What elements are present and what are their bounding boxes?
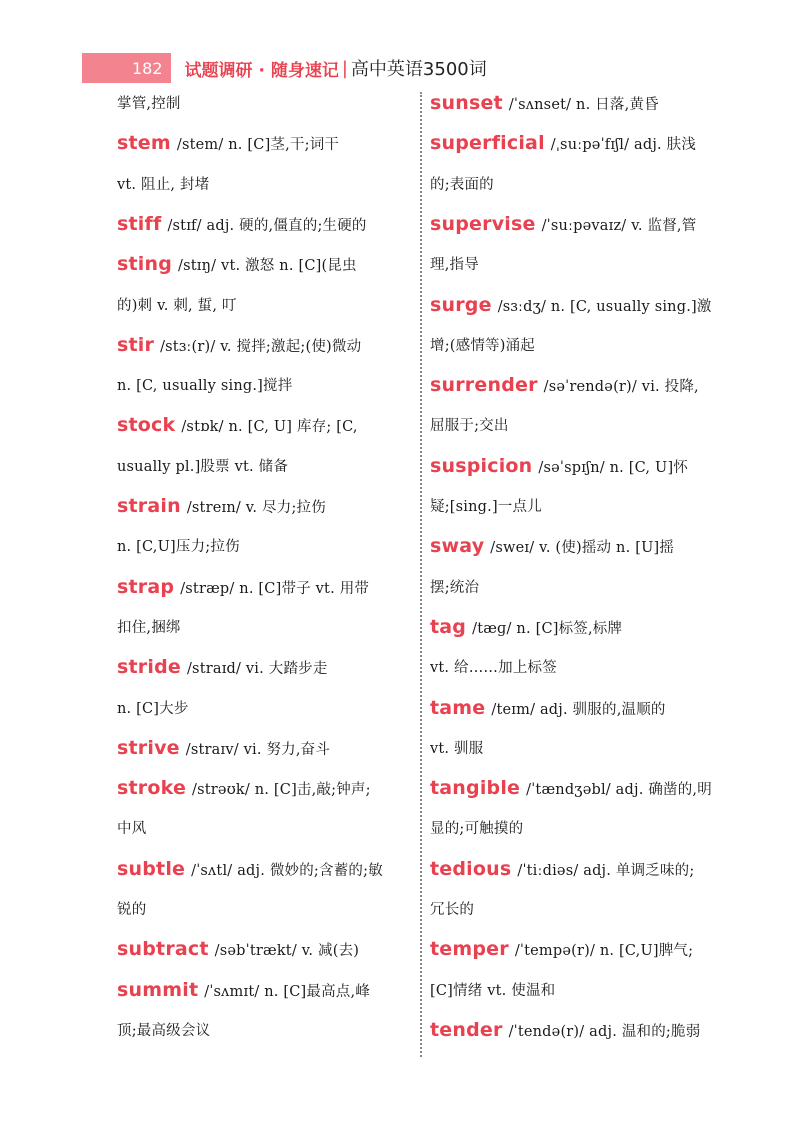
headword: tag: [430, 615, 467, 638]
continuation-text: vt. 阻止, 封堵: [117, 176, 210, 193]
header-band: [82, 53, 171, 83]
entry-definition: /strəʊk/ n. [C]击,敲;钟声;: [192, 782, 371, 799]
entry-definition: /stɪŋ/ vt. 激怒 n. [C](昆虫: [178, 258, 357, 275]
continuation-text: vt. 驯服: [430, 740, 484, 757]
vocab-entry: [430, 697, 726, 719]
vocab-entry: [430, 858, 726, 880]
continuation-text: 锐的: [117, 902, 147, 918]
entry-definition: /straɪd/ vi. 大踏步走: [186, 661, 328, 678]
headword: sting: [117, 253, 173, 276]
entry-continuation: [117, 697, 413, 718]
entry-definition: /ˈsuːpəvaɪz/ v. 监督,管: [541, 217, 697, 234]
headword: sway: [430, 535, 485, 558]
continuation-text: usually pl.]股票 vt. 储备: [117, 458, 289, 475]
continuation-text: 理,指导: [430, 257, 479, 274]
headword: strive: [117, 736, 180, 759]
entry-continuation: [430, 173, 726, 194]
headword: tender: [430, 1018, 503, 1041]
book-title: 高中英语3500词: [350, 59, 487, 80]
entry-definition: /stɪf/ adj. 硬的,僵直的;生硬的: [167, 217, 367, 234]
entry-continuation: [430, 737, 726, 758]
continuation-text: n. [C,U]压力;拉伤: [117, 539, 240, 556]
entry-continuation: [430, 898, 726, 919]
vocab-entry: [430, 535, 726, 557]
headword: superficial: [430, 132, 545, 155]
headword: stride: [117, 656, 181, 679]
entry-definition: /səbˈtrækt/ v. 减(去): [214, 943, 360, 960]
series-title: 试题调研 · 随身速记: [184, 60, 339, 81]
entry-definition: /stræp/ n. [C]带子 vt. 用带: [180, 580, 370, 597]
continuation-text: 的)刺 v. 刺, 蜇, 叮: [117, 297, 237, 314]
vocab-entry: [430, 132, 726, 154]
vocab-entry: [117, 858, 413, 880]
headword: supervise: [430, 212, 536, 235]
vocab-entry: [430, 92, 726, 114]
headword: sunset: [430, 92, 503, 114]
continuation-text: 疑;[sing.]一点儿: [430, 499, 542, 515]
vocab-entry: [117, 334, 413, 356]
headword: summit: [117, 978, 199, 1001]
vocab-entry: [117, 213, 413, 235]
headword: surge: [430, 293, 492, 316]
vocab-entry: [430, 374, 726, 396]
vocab-entry: [430, 1019, 726, 1041]
entry-definition: /ˈtiːdiəs/ adj. 单调乏味的;: [517, 862, 695, 879]
headword: strain: [117, 495, 181, 517]
entry-continuation: [117, 374, 413, 395]
vocab-entry: [117, 656, 413, 678]
entry-continuation: [430, 253, 726, 274]
vocab-entry: [430, 294, 726, 316]
entry-definition: /ˈsʌmɪt/ n. [C]最高点,峰: [204, 983, 371, 1000]
entry-continuation: [117, 294, 413, 315]
headword: subtle: [117, 857, 186, 880]
vocab-entry: [117, 253, 413, 275]
entry-definition: /sɜːdʒ/ n. [C, usually sing.]激: [497, 298, 712, 315]
entry-definition: /ˈsʌtl/ adj. 微妙的;含蓄的;敏: [191, 862, 383, 879]
entry-definition: /səˈspɪʃn/ n. [C, U]怀: [538, 459, 689, 476]
continuation-text: 顶;最高级会议: [117, 1022, 211, 1039]
entry-continuation: [117, 535, 413, 556]
headword: tame: [430, 696, 486, 719]
continuation-text: 增;(感情等)涌起: [430, 337, 535, 354]
continuation-text: vt. 给……加上标签: [430, 660, 557, 677]
continuation-text: n. [C]大步: [117, 700, 189, 717]
entry-definition: /straɪv/ vi. 努力,奋斗: [185, 741, 331, 758]
continuation-text: 扣住,捆绑: [117, 619, 181, 636]
continuation-text: 摆;统治: [430, 579, 480, 596]
continuation-text: 显的;可触摸的: [430, 821, 524, 838]
entry-definition: /səˈrendə(r)/ vi. 投降,: [543, 379, 699, 396]
entry-definition: /ˈsʌnset/ n. 日落,黄昏: [508, 97, 659, 113]
headword: surrender: [430, 374, 538, 397]
entry-definition: /ˌsuːpəˈfɪʃl/ adj. 肤浅: [550, 137, 697, 154]
headword: stir: [117, 333, 155, 356]
entry-definition: /tæɡ/ n. [C]标签,标牌: [472, 620, 623, 637]
headword: stroke: [117, 777, 187, 800]
page-number: 182: [132, 58, 163, 78]
headword: temper: [430, 938, 509, 961]
entry-definition: /ˈtempə(r)/ n. [C,U]脾气;: [514, 943, 694, 960]
vocab-entry: [117, 495, 413, 517]
vocab-entry: [430, 938, 726, 960]
headword: suspicion: [430, 454, 533, 477]
entry-definition: /ˈtendə(r)/ adj. 温和的;脆弱: [508, 1023, 701, 1040]
entry-continuation: [117, 455, 413, 476]
entry-definition: /streɪn/ v. 尽力;拉伤: [186, 500, 326, 516]
column-divider: [420, 92, 422, 1057]
continuation-text: 的;表面的: [430, 176, 494, 193]
entry-continuation: [430, 576, 726, 597]
entry-continuation: [430, 414, 726, 435]
continuation-text: 掌管,控制: [117, 96, 181, 112]
entry-continuation: [117, 1019, 413, 1040]
vocab-entry: [430, 213, 726, 235]
vocab-entry: [117, 737, 413, 759]
page-header: [82, 53, 487, 83]
headword: tangible: [430, 777, 521, 800]
vocab-entry: [117, 414, 413, 436]
entry-continuation: [430, 334, 726, 355]
vocab-entry: [430, 777, 726, 799]
headword: tedious: [430, 857, 512, 880]
vocab-entry: [117, 576, 413, 598]
entry-continuation: [117, 817, 413, 838]
vocab-entry: [430, 616, 726, 638]
entry-continuation: [430, 979, 726, 1000]
entry-continuation: [430, 656, 726, 677]
headword: stiff: [117, 212, 162, 235]
vocab-entry: [117, 132, 413, 154]
entry-definition: /teɪm/ adj. 驯服的,温顺的: [491, 701, 666, 718]
entry-continuation: [117, 92, 413, 113]
headword: stock: [117, 414, 176, 437]
entry-definition: /stɒk/ n. [C, U] 库存; [C,: [181, 419, 358, 436]
vocab-entry: [117, 777, 413, 799]
entry-continuation: [430, 495, 726, 516]
header-separator: |: [341, 57, 348, 79]
entry-definition: /stɜː(r)/ v. 搅拌;激起;(使)微动: [160, 338, 362, 355]
entry-continuation: [117, 616, 413, 637]
vocab-entry: [430, 455, 726, 477]
headword: subtract: [117, 938, 209, 961]
entry-definition: /stem/ n. [C]茎,干;词干: [176, 137, 340, 154]
headword: strap: [117, 575, 175, 598]
entry-definition: /sweɪ/ v. (使)摇动 n. [U]摇: [490, 540, 675, 557]
continuation-text: 中风: [117, 821, 147, 838]
entry-definition: /ˈtændʒəbl/ adj. 确凿的,明: [526, 782, 712, 799]
headword: stem: [117, 132, 171, 155]
entry-continuation: [117, 173, 413, 194]
continuation-text: [C]情绪 vt. 使温和: [430, 982, 556, 999]
continuation-text: n. [C, usually sing.]搅拌: [117, 378, 293, 395]
continuation-text: 屈服于;交出: [430, 418, 509, 435]
vocab-entry: [117, 938, 413, 960]
entry-continuation: [117, 898, 413, 919]
continuation-text: 冗长的: [430, 902, 475, 918]
entry-continuation: [430, 817, 726, 838]
vocab-entry: [117, 979, 413, 1001]
